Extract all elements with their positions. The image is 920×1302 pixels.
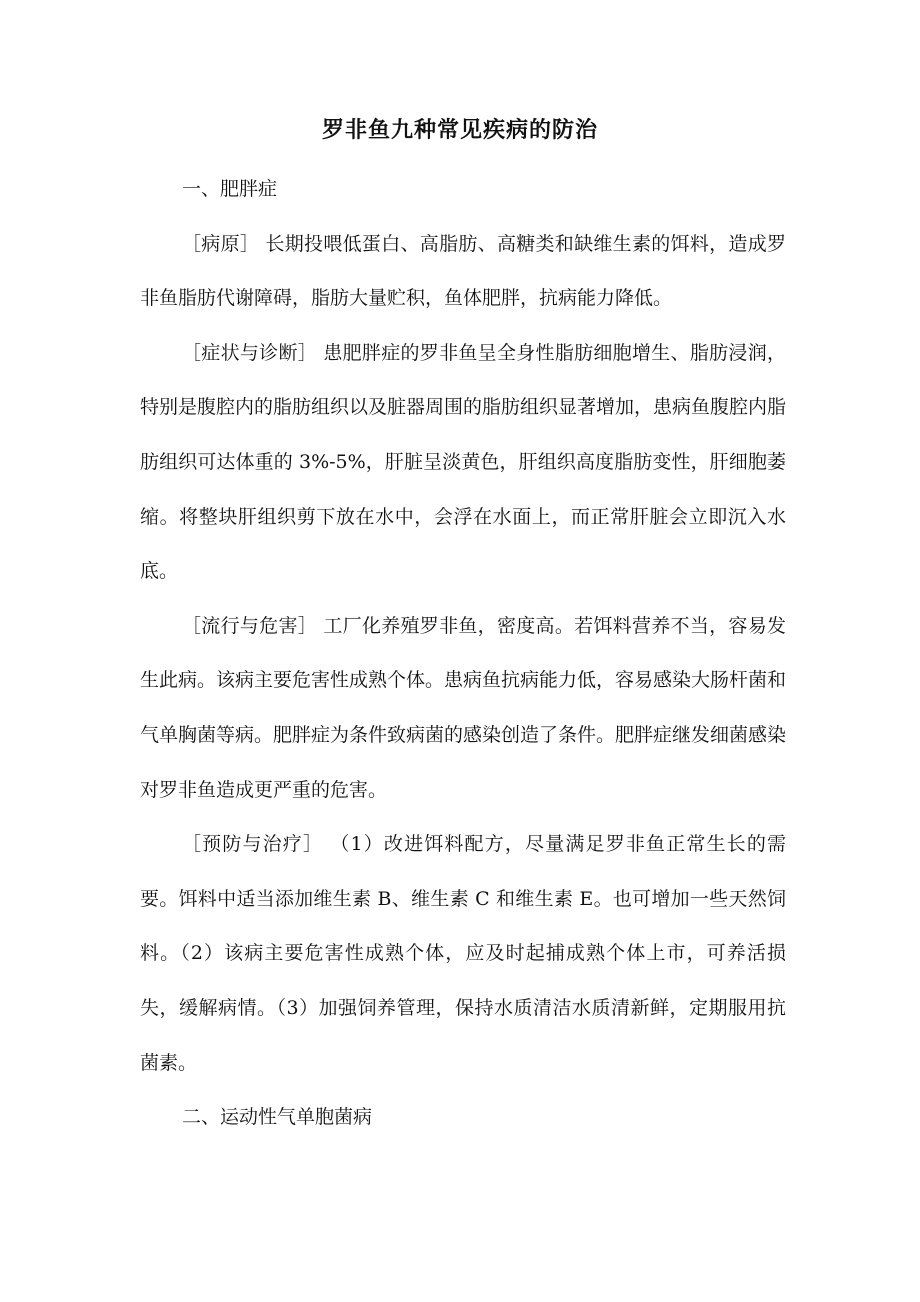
paragraph-label: ［病原］: [182, 232, 260, 255]
paragraph-label: ［流行与危害］: [182, 614, 318, 637]
paragraph-text: （1）改进饵料配方，尽量满足罗非鱼正常生长的需要。饵料中适当添加维生素 B、维生素 C 和维生素 E。也可增加一些天然饲料。（2）该病主要危害性成熟个体，应及时起捕成熟个体上市，可养活损失，缓解病情。（3）加强饲养管理，保持水质清洁水质清新鲜，定期服用抗菌素。: [140, 833, 786, 1074]
paragraph-symptoms: [140, 326, 786, 599]
paragraph-etiology: [140, 217, 786, 326]
section-heading-obesity: 一、肥胖症: [182, 178, 278, 200]
paragraph-text: 工厂化养殖罗非鱼，密度高。若饵料营养不当，容易发生此病。该病主要危害性成熟个体。患病鱼抗病能力低，容易感染大肠杆菌和气单胸菌等病。肥胖症为条件致病菌的感染创造了条件。肥胖症继发细菌感染对罗非鱼造成更严重的危害。: [140, 614, 787, 801]
paragraph-text: 患肥胖症的罗非鱼呈全身性脂肪细胞增生、脂肪浸润，特别是腹腔内的脂肪组织以及脏器周围的脂肪组织显著增加，患病鱼腹腔内脂肪组织可达体重的 3%-5%，肝脏呈淡黄色，肝组织高度脂肪变性，肝细胞萎缩。将整块肝组织剪下放在水中，会浮在水面上，而正常肝脏会立即沉入水底。: [140, 341, 787, 583]
paragraph-prevention: [140, 817, 786, 1090]
paragraph-epidemiology: [140, 599, 786, 817]
section-heading-aeromonas: 二、运动性气单胞菌病: [182, 1106, 373, 1129]
document-title: 罗非鱼九种常见疾病的防治: [321, 117, 598, 143]
paragraph-label: ［预防与治疗］: [182, 833, 324, 856]
paragraph-label: ［症状与诊断］: [182, 341, 318, 364]
paragraph-text: 长期投喂低蛋白、高脂肪、高糖类和缺维生素的饵料，造成罗非鱼脂肪代谢障碍，脂肪大量贮积，鱼体肥胖，抗病能力降低。: [140, 232, 786, 310]
document-body: [140, 162, 786, 1145]
